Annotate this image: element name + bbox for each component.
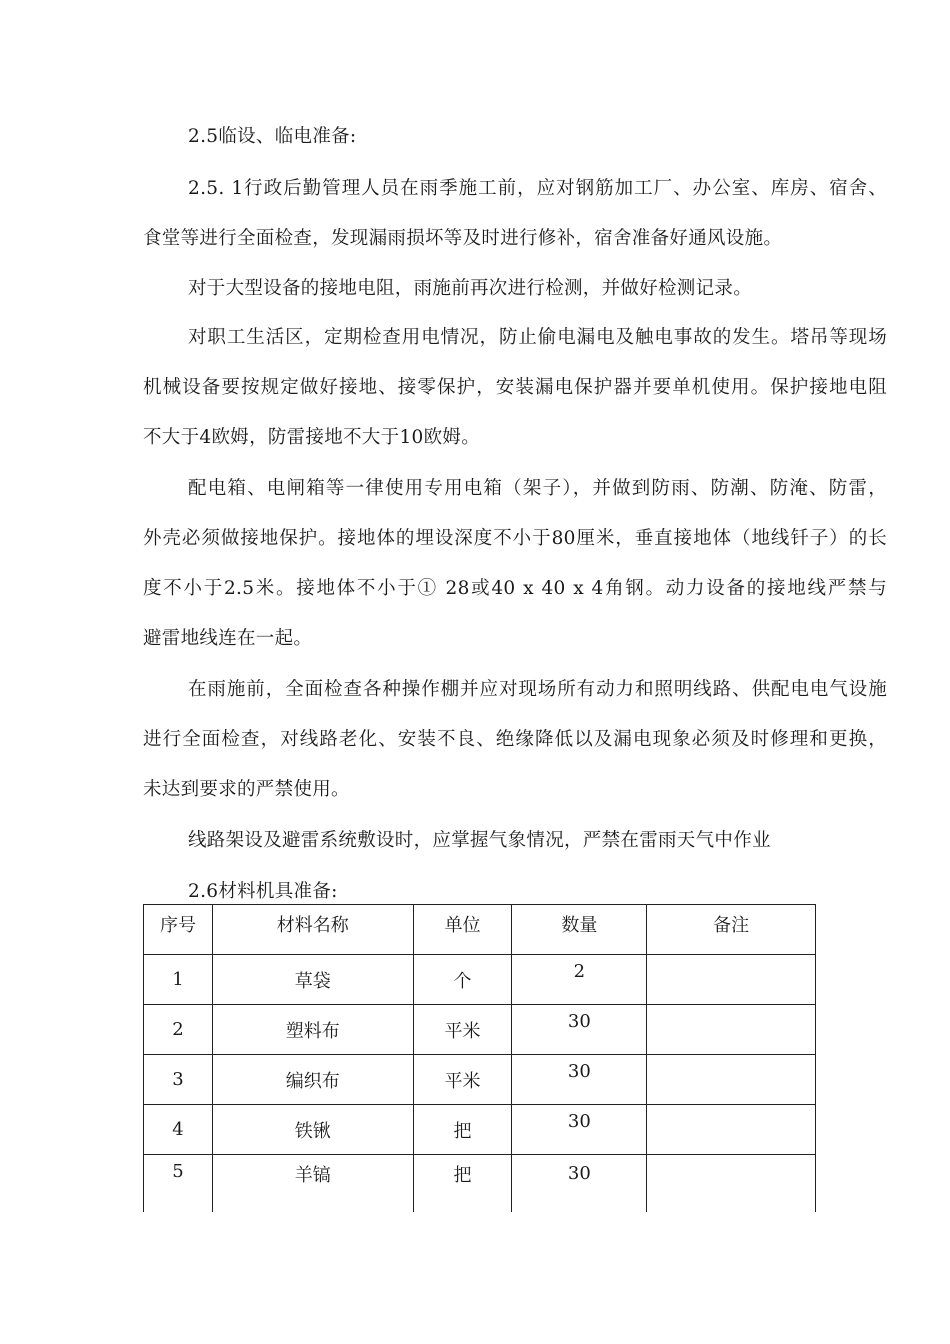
table-row [144,1005,816,1055]
header-cell-unit: 单位 [413,905,512,955]
paragraph-line: 对于大型设备的接地电阻，雨施前再次进行检测，并做好检测记录。 [188,278,753,299]
cell-name: 铁锹 [212,1105,413,1155]
cell-unit: 把 [413,1105,512,1155]
cell-qty: 30 [512,1055,647,1105]
cell-name: 编织布 [212,1055,413,1105]
paragraph-line: 外壳必须做接地保护。接地体的埋设深度不小于80厘米，垂直接地体（地线钎子）的长 [143,528,887,549]
paragraph-line: 配电箱、电闸箱等一律使用专用电箱（架子），并做到防雨、防潮、防淹、防雷， [188,478,887,499]
cell-qty: 30 [512,1005,647,1055]
paragraph-line: 对职工生活区，定期检查用电情况，防止偷电漏电及触电事故的发生。塔吊等现场 [188,327,887,348]
paragraph-line: 2.5. 1行政后勤管理人员在雨季施工前，应对钢筋加工厂、办公室、库房、宿舍、 [188,178,887,199]
cell-note [647,1155,816,1213]
paragraph-line: 未达到要求的严禁使用。 [143,779,350,800]
cell-qty: 30 [512,1105,647,1155]
cell-unit: 把 [413,1155,512,1213]
section-heading-2-5: 2.5临设、临电准备: [188,126,357,147]
paragraph-line: 线路架设及避雷系统敷设时，应掌握气象情况，严禁在雷雨天气中作业 [188,830,771,851]
paragraph-line: 不大于4欧姆，防雷接地不大于10欧姆。 [143,427,481,448]
cell-unit: 平米 [413,1055,512,1105]
paragraph-line: 机械设备要按规定做好接地、接零保护，安装漏电保护器并要单机使用。保护接地电阻 [143,377,887,398]
header-cell-no: 序号 [144,905,213,955]
paragraph-line: 食堂等进行全面检查，发现漏雨损坏等及时进行修补，宿舍准备好通风设施。 [143,228,783,249]
table-row [144,1055,816,1105]
header-cell-note: 备注 [647,905,816,955]
paragraph-line: 避雷地线连在一起。 [143,628,313,649]
table-row [144,1155,816,1213]
section-heading-2-6: 2.6材料机具准备: [188,881,338,902]
table-header-row [144,905,816,955]
table-row [144,955,816,1005]
cell-name: 羊镐 [212,1155,413,1213]
cell-no: 2 [144,1005,213,1055]
cell-name: 草袋 [212,955,413,1005]
cell-unit: 个 [413,955,512,1005]
header-cell-name: 材料名称 [212,905,413,955]
cell-note [647,1055,816,1105]
cell-no: 3 [144,1055,213,1105]
cell-no: 5 [144,1155,213,1213]
materials-table [143,904,816,1212]
cell-note [647,1105,816,1155]
cell-qty: 30 [512,1155,647,1213]
table-row [144,1105,816,1155]
paragraph-line: 在雨施前，全面检查各种操作棚并应对现场所有动力和照明线路、供配电电气设施 [188,679,887,700]
cell-no: 1 [144,955,213,1005]
cell-unit: 平米 [413,1005,512,1055]
header-cell-qty: 数量 [512,905,647,955]
paragraph-line: 度不小于2.5米。接地体不小于① 28或40 x 40 x 4角钢。动力设备的接地线严禁与 [143,578,887,599]
cell-note [647,955,816,1005]
cell-name: 塑料布 [212,1005,413,1055]
cell-no: 4 [144,1105,213,1155]
cell-note [647,1005,816,1055]
paragraph-line: 进行全面检查，对线路老化、安装不良、绝缘降低以及漏电现象必须及时修理和更换， [143,729,887,750]
cell-qty: 2 [512,955,647,1005]
